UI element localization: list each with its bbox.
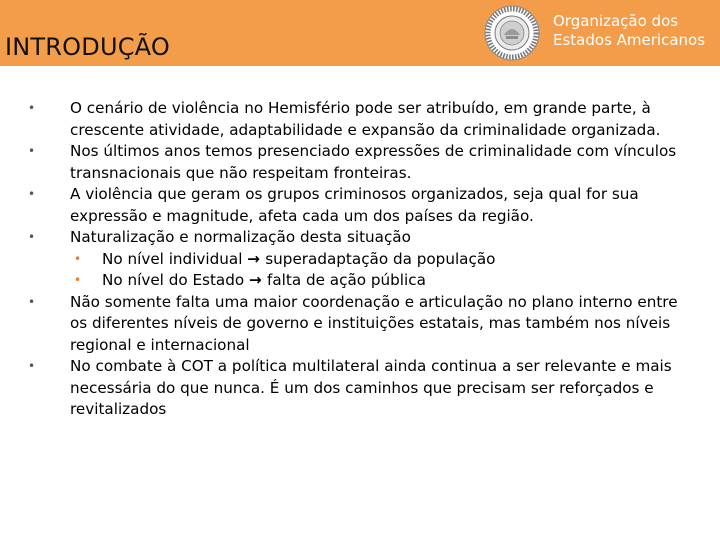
- bullet-icon: •: [28, 294, 36, 309]
- bullet-icon: •: [28, 144, 36, 158]
- list-item: [28, 141, 688, 184]
- sub-list-item: [28, 249, 688, 271]
- sub-list-item: [28, 270, 688, 292]
- list-item: [28, 227, 688, 249]
- bullet-icon: •: [28, 101, 36, 115]
- bullet-icon: •: [28, 359, 36, 373]
- list-item: [28, 292, 688, 357]
- list-item: [28, 184, 688, 227]
- bullet-text: A violência que geram os grupos criminosos organizados, seja qual for sua expressão e magnitude, afeta cada um dos países da região.: [70, 185, 639, 225]
- right-arrow-icon: →: [249, 271, 268, 289]
- right-arrow-icon: →: [247, 249, 266, 268]
- bullet-icon: •: [28, 230, 36, 244]
- oas-seal-logo: [484, 5, 540, 61]
- bullet-text: No combate à COT a política multilateral ainda continua a ser relevante e mais necessária do que nunca. É um dos caminhos que precisam ser reforçados e revitalizados: [70, 357, 672, 418]
- bullet-text: O cenário de violência no Hemisfério pode ser atribuído, em grande parte, à crescente atividade, adaptabilidade e expansão da criminalidade organizada.: [70, 99, 661, 139]
- bullet-text: Nos últimos anos temos presenciado expressões de criminalidade com vínculos transnacionais que não respeitam fronteiras.: [70, 142, 677, 182]
- organization-name: [553, 12, 705, 50]
- sub-item-left: No nível individual: [102, 249, 243, 268]
- bullet-icon: •: [28, 187, 36, 201]
- bullet-text: Naturalização e normalização desta situação: [70, 228, 411, 246]
- org-name-line-2: Estados Americanos: [553, 31, 706, 49]
- sub-item-left: No nível do Estado: [102, 271, 245, 289]
- sub-bullet-icon: •: [74, 251, 82, 266]
- page-title: INTRODUÇÃO: [5, 33, 170, 61]
- bullet-text: Não somente falta uma maior coordenação e articulação no plano interno entre os diferentes níveis de governo e instituições estatais, mas também nos níveis regional e internacional: [70, 292, 678, 354]
- org-name-line-1: Organização dos: [553, 12, 679, 30]
- sub-bullet-icon: •: [74, 273, 82, 287]
- list-item: [28, 356, 688, 421]
- bullet-list: [28, 98, 688, 421]
- sub-item-right: falta de ação pública: [267, 271, 426, 289]
- sub-item-right: superadaptação da população: [265, 249, 496, 268]
- list-item: [28, 98, 688, 141]
